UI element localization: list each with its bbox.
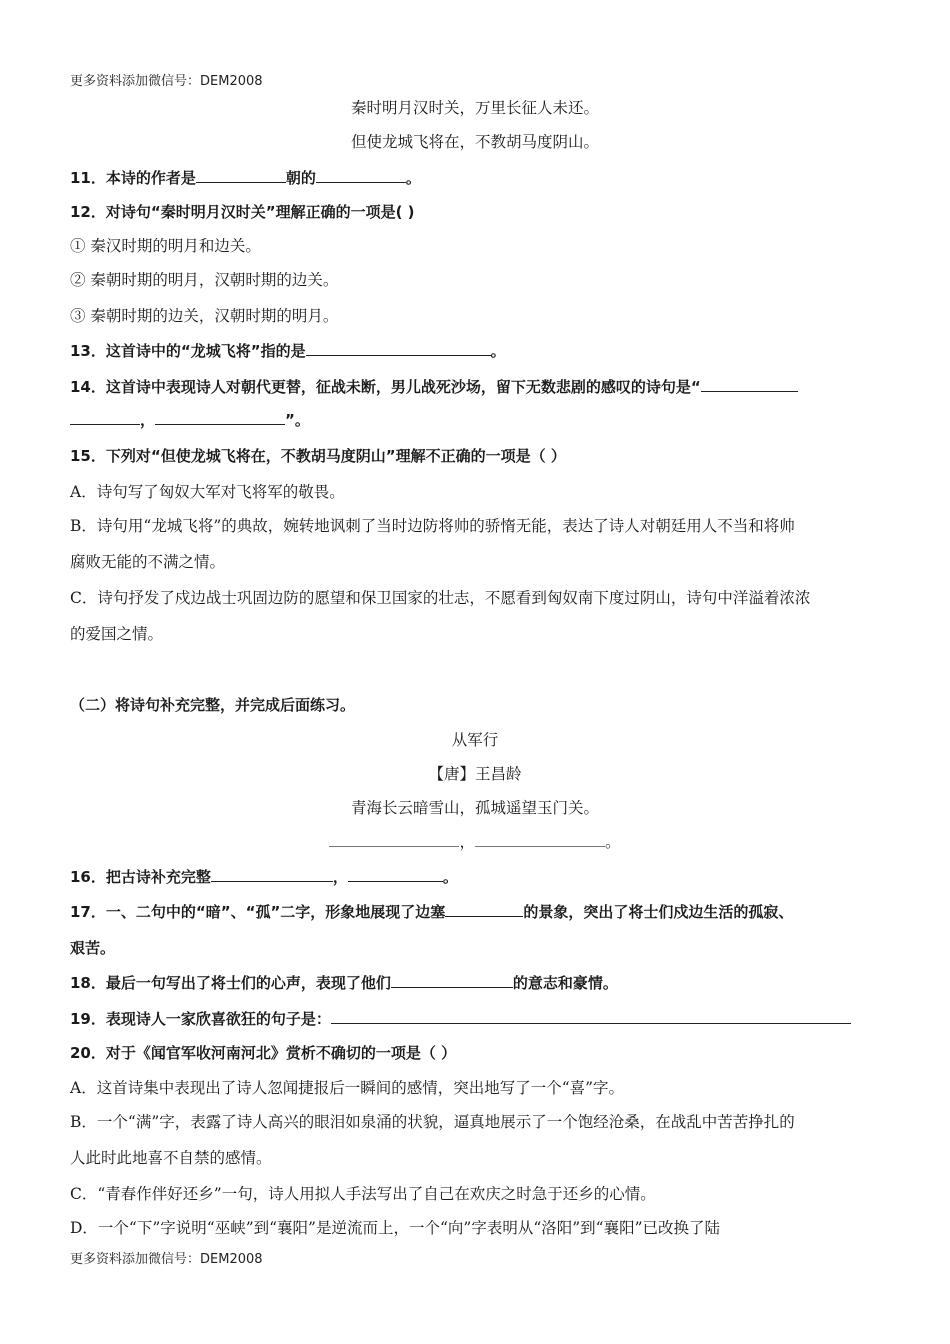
q16-text-c: 。 (442, 868, 458, 886)
q14-text-a: 14．这首诗中表现诗人对朝代更替，征战未断，男儿战死沙场，留下无数悲剧的感叹的诗句是“ (70, 378, 701, 396)
poem1-line1: 秦时明月汉时关，万里长征人未还。 (350, 99, 599, 117)
q15-option-c-line1: C．诗句抒发了戍边战士巩固边防的愿望和保卫国家的壮志，不愿看到匈奴南下度过阴山，诗句中洋溢着浓浓 (70, 589, 811, 607)
q15-option-a: A．诗句写了匈奴大军对飞将军的敬畏。 (70, 483, 345, 501)
question-14-line2 (70, 410, 880, 430)
poem2-line2-blanks (0, 832, 950, 852)
poem2-author: 【唐】王昌龄 (428, 765, 522, 783)
q14-blank-2[interactable] (155, 410, 285, 425)
poem2-blank-1[interactable] (329, 832, 459, 847)
q12-option-2: ② 秦朝时期的明月，汉朝时期的边关。 (70, 271, 339, 289)
q20-option-b-line1: B．一个“满”字，表露了诗人高兴的眼泪如泉涌的状貌，逼真地展示了一个饱经沧桑，在战乱中苦苦挣扎的 (70, 1113, 795, 1131)
q19-blank[interactable] (331, 1009, 851, 1024)
question-12-stem: 12．对诗句“秦时明月汉时关”理解正确的一项是( ) (70, 203, 415, 221)
q14-text-c: ”。 (285, 411, 310, 429)
q18-blank[interactable] (391, 973, 513, 988)
poem2-line1: 青海长云暗雪山，孤城遥望玉门关。 (350, 799, 599, 817)
q12-option-1: ① 秦汉时期的明月和边关。 (70, 237, 261, 255)
q13-text-a: 13．这首诗中的“龙城飞将”指的是 (70, 342, 306, 360)
q19-text-a: 19．表现诗人一家欣喜欲狂的句子是： (70, 1010, 331, 1028)
poem1-line2: 但使龙城飞将在，不教胡马度阴山。 (350, 133, 599, 151)
q12-option-3: ③ 秦朝时期的边关，汉朝时期的明月。 (70, 307, 339, 325)
q11-text-c: 。 (405, 169, 421, 187)
q11-blank-author[interactable] (316, 168, 406, 183)
poem2-title: 从军行 (451, 731, 499, 749)
poem2-end: 。 (605, 833, 621, 851)
q17-text-a: 17．一、二句中的“暗”、“孤”二字，形象地展现了边塞 (70, 903, 446, 921)
poem2-blank-2[interactable] (475, 832, 605, 847)
q16-text-a: 16．把古诗补充完整 (70, 868, 211, 886)
page-footer: 更多资料添加微信号：DEM2008 (70, 1252, 263, 1267)
q11-text-b: 朝的 (285, 169, 316, 187)
q18-text-a: 18．最后一句写出了将士们的心声，表现了他们 (70, 974, 391, 992)
section-2-heading: （二）将诗句补充完整，并完成后面练习。 (70, 696, 356, 714)
q20-option-a: A．这首诗集中表现出了诗人忽闻捷报后一瞬间的感情，突出地写了一个“喜”字。 (70, 1079, 625, 1097)
q15-option-b-line1: B．诗句用“龙城飞将”的典故，婉转地讽刺了当时边防将帅的骄惰无能，表达了诗人对朝廷用人不当和将帅 (70, 517, 795, 535)
q20-option-b-line2: 人此时此地喜不自禁的感情。 (70, 1149, 272, 1167)
question-18 (70, 973, 880, 993)
q18-text-b: 的意志和豪情。 (512, 974, 618, 992)
page-header: 更多资料添加微信号：DEM2008 (70, 74, 263, 89)
q15-option-b-line2: 腐败无能的不满之情。 (70, 553, 226, 571)
question-20-stem: 20．对于《闻官军收河南河北》赏析不确切的一项是（ ） (70, 1044, 457, 1062)
q13-text-b: 。 (490, 342, 506, 360)
q14-blank-1a[interactable] (701, 377, 798, 392)
question-16 (70, 867, 880, 887)
question-19 (70, 1009, 880, 1029)
question-13 (70, 341, 880, 361)
question-17-line2: 艰苦。 (70, 939, 116, 957)
q13-blank[interactable] (306, 341, 491, 356)
q17-text-b: 的景象，突出了将士们戍边生活的孤寂、 (523, 903, 794, 921)
q16-text-b: ， (332, 868, 348, 886)
q17-blank[interactable] (445, 902, 523, 917)
q20-option-d: D．一个“下”字说明“巫峡”到“襄阳”是逆流而上，一个“向”字表明从“洛阳”到“襄阳”已改换了陆 (70, 1219, 721, 1237)
q11-text-a: 11．本诗的作者是 (70, 169, 196, 187)
q14-blank-1b[interactable] (70, 410, 140, 425)
question-15-stem: 15．下列对“但使龙城飞将在，不教胡马度阴山”理解不正确的一项是（ ） (70, 447, 566, 465)
question-11 (70, 168, 880, 188)
q20-option-c: C．“青春作伴好还乡”一句，诗人用拟人手法写出了自己在欢庆之时急于还乡的心情。 (70, 1185, 656, 1203)
q16-blank-1[interactable] (211, 867, 333, 882)
q11-blank-author-dynasty[interactable] (196, 168, 286, 183)
q14-text-b: ， (140, 411, 156, 429)
question-14-line1 (70, 377, 880, 397)
q15-option-c-line2: 的爱国之情。 (70, 625, 164, 643)
q16-blank-2[interactable] (348, 867, 443, 882)
question-17-line1 (70, 902, 880, 922)
poem2-sep: ， (459, 833, 475, 851)
